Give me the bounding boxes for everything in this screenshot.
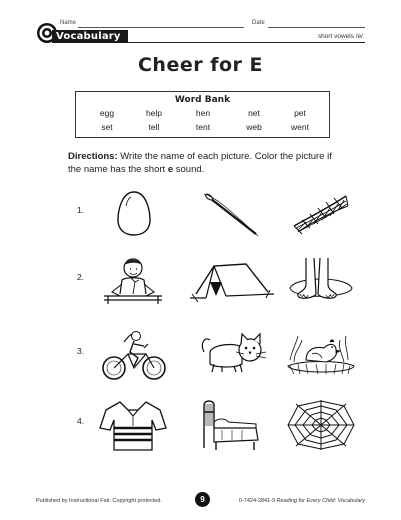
row-number: 3. bbox=[77, 346, 85, 356]
word-bank-word: net bbox=[248, 108, 260, 118]
topic-label: short vowels /e/ bbox=[317, 33, 363, 40]
book-credit bbox=[239, 498, 365, 504]
book-title: Reading for Every Child: Vocabulary bbox=[276, 498, 365, 504]
word-bank-word: set bbox=[101, 122, 113, 132]
directions-text: Write the name of each picture. Color the picture if the name has the short bbox=[68, 151, 332, 175]
egg-picture[interactable] bbox=[112, 188, 156, 238]
directions-label: Directions: bbox=[68, 151, 118, 162]
directions-vowel: e bbox=[167, 164, 174, 175]
word-bank-title: Word Bank bbox=[174, 95, 231, 105]
directions-text-end: sound. bbox=[173, 164, 205, 175]
feet-picture[interactable] bbox=[286, 254, 356, 304]
header-rule bbox=[128, 42, 365, 43]
word-bank-word: help bbox=[145, 108, 163, 118]
hen-picture[interactable] bbox=[286, 330, 356, 378]
directions bbox=[68, 150, 343, 176]
date-line[interactable] bbox=[268, 27, 365, 28]
tent-picture[interactable] bbox=[186, 258, 276, 304]
cat-picture[interactable] bbox=[196, 330, 268, 376]
shirt-picture[interactable] bbox=[98, 398, 168, 452]
word-bank-word: tell bbox=[148, 122, 160, 132]
boy-picture[interactable] bbox=[100, 254, 166, 306]
word-bank-word: tent bbox=[195, 122, 211, 132]
bed-picture[interactable] bbox=[198, 398, 262, 452]
net-picture[interactable] bbox=[288, 188, 352, 238]
needle-picture[interactable] bbox=[200, 190, 264, 240]
row-number: 2. bbox=[77, 272, 85, 282]
row-number: 1. bbox=[77, 205, 85, 215]
publisher-credit: Published by Instructional Fair. Copyright protected. bbox=[36, 498, 162, 504]
word-bank-word: hen bbox=[195, 108, 211, 118]
word-bank bbox=[75, 91, 330, 138]
word-bank-word: egg bbox=[99, 108, 115, 118]
page-title: Cheer for E bbox=[137, 54, 263, 76]
page-number: 9 bbox=[195, 492, 210, 507]
date-label: Date bbox=[252, 20, 265, 26]
web-picture[interactable] bbox=[284, 398, 358, 452]
bike-rider-picture[interactable] bbox=[98, 330, 170, 382]
isbn: 0-7424-2841-9 bbox=[238, 498, 276, 504]
word-bank-word: went bbox=[291, 122, 309, 132]
row-number: 4. bbox=[77, 416, 85, 426]
name-line[interactable] bbox=[78, 27, 244, 28]
word-bank-word: pet bbox=[294, 108, 306, 118]
word-bank-word: web bbox=[246, 122, 262, 132]
name-label: Name bbox=[60, 20, 77, 26]
series-title: Vocabulary bbox=[56, 31, 121, 42]
